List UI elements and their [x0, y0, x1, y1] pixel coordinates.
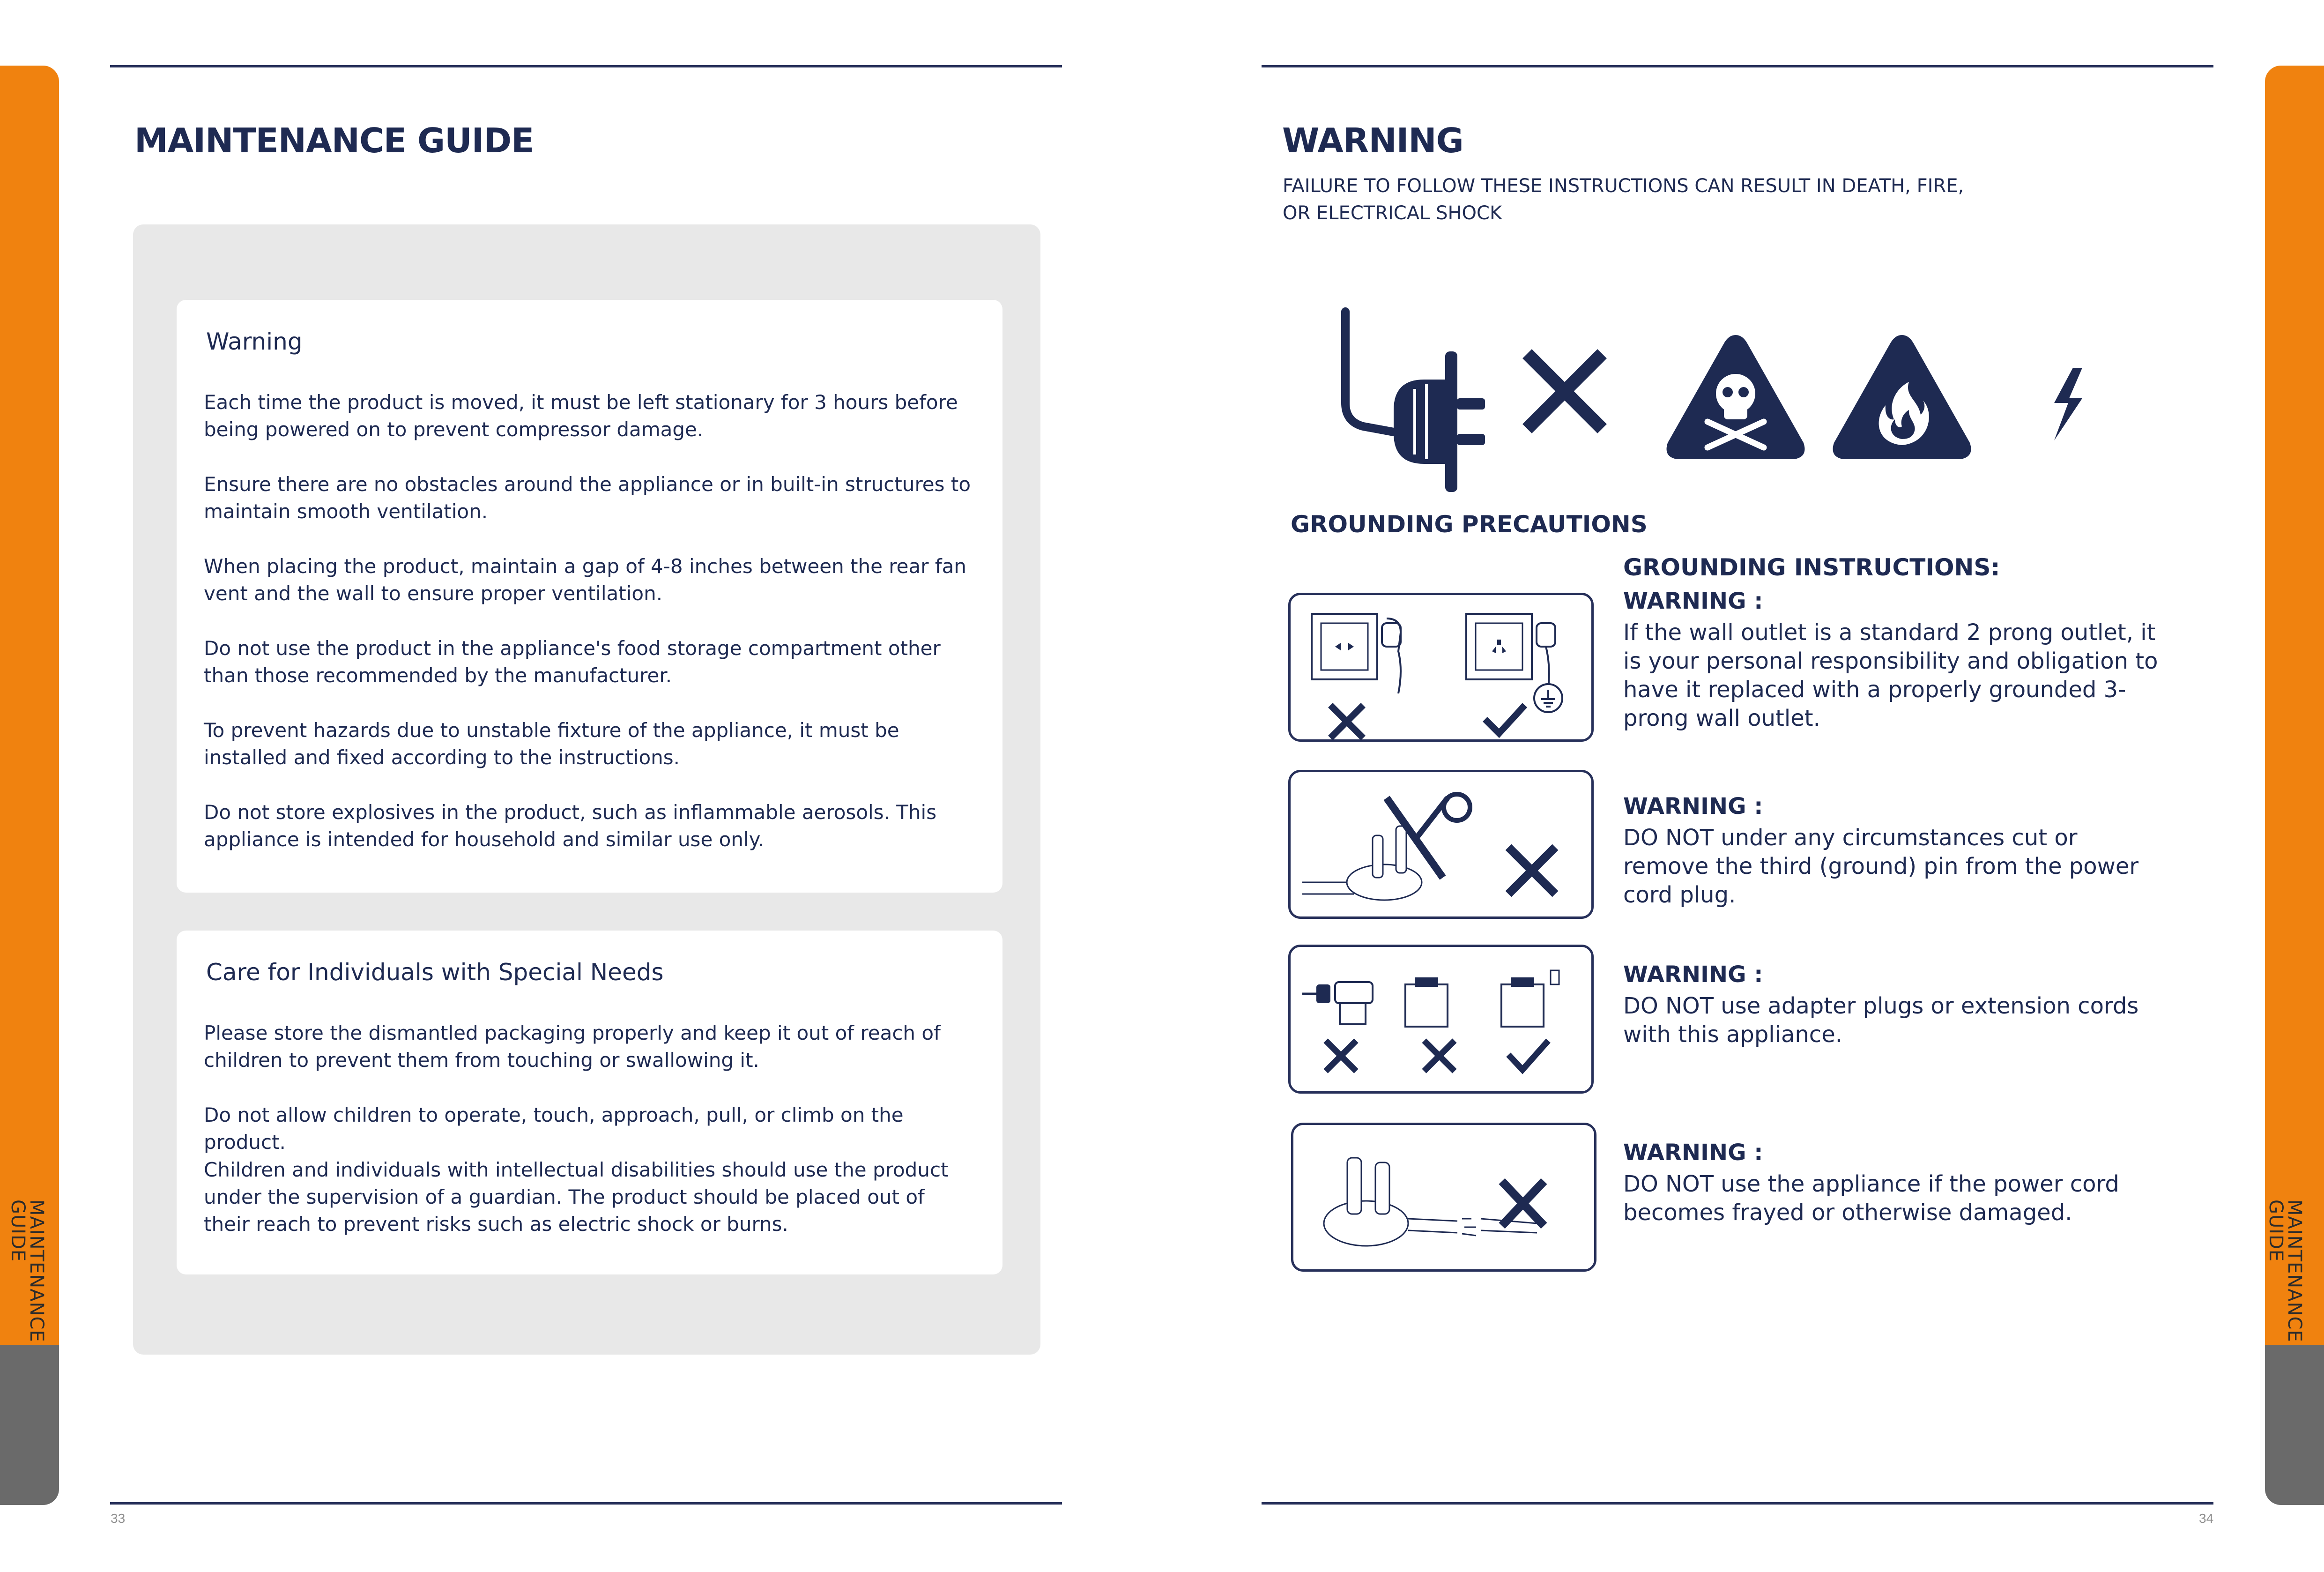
- top-rule-left: [110, 65, 1062, 67]
- warning-card-title: Warning: [206, 328, 303, 355]
- warning-text: DO NOT use adapter plugs or extension cords with this appliance.: [1623, 993, 2139, 1048]
- care-paragraph: Do not allow children to operate, touch, approach, pull, or climb on the product.: [204, 1103, 904, 1154]
- two-prong-outlet-icon: [1312, 614, 1415, 736]
- left-side-label: MAINTENANCE GUIDE: [7, 1199, 47, 1342]
- fire-hazard-icon: [1829, 330, 1975, 462]
- bottom-rule-right: [1262, 1502, 2213, 1505]
- care-paragraph: Please store the dismantled packaging properly and keep it out of reach of children to prevent them from touching or swallowing it.: [204, 1021, 941, 1072]
- page-title-right: WARNING: [1282, 121, 1463, 160]
- toxic-hazard-icon: [1663, 330, 1808, 462]
- warning-paragraph: When placing the product, maintain a gap of 4-8 inches between the rear fan vent and the wall to ensure proper ventilation.: [204, 555, 966, 605]
- warning-subtitle: FAILURE TO FOLLOW THESE INSTRUCTIONS CAN RESULT IN DEATH, FIRE, OR ELECTRICAL SHOCK: [1283, 175, 1964, 224]
- warning-paragraph: Ensure there are no obstacles around the appliance or in built-in structures to maintain smooth ventilation.: [204, 473, 971, 523]
- warning-label: WARNING :: [1623, 1140, 1763, 1166]
- cut-ground-pin-image: [1288, 770, 1594, 919]
- top-rule-right: [1262, 65, 2213, 67]
- care-card: [177, 931, 1002, 1274]
- warning-label: WARNING :: [1623, 961, 1763, 988]
- plug-icon: [1340, 309, 1508, 469]
- grounding-instructions-heading: GROUNDING INSTRUCTIONS:: [1623, 554, 2000, 581]
- warning-paragraph: To prevent hazards due to unstable fixture of the appliance, it must be installed and fixed according to the instructions.: [204, 719, 899, 769]
- right-side-label: MAINTENANCE GUIDE: [2265, 1199, 2305, 1342]
- warning-text: DO NOT use the appliance if the power cord becomes frayed or otherwise damaged.: [1623, 1171, 2119, 1226]
- page-title-left: MAINTENANCE GUIDE: [134, 121, 534, 160]
- page-number-left: 33: [111, 1511, 126, 1526]
- warning-paragraph: Do not store explosives in the product, such as inflammable aerosols. This appliance is intended for household and similar use only.: [204, 801, 937, 851]
- warning-card: [177, 300, 1002, 893]
- warning-paragraph: Each time the product is moved, it must be left stationary for 3 hours before being powered on to prevent compressor damage.: [204, 391, 958, 441]
- warning-paragraph: Do not use the product in the appliance's food storage compartment other than those recommended by the manufacturer.: [204, 637, 941, 687]
- adapter-extension-image: [1288, 945, 1594, 1094]
- frayed-cord-icon: [1322, 1148, 1574, 1256]
- three-prong-outlet-icon: [1466, 614, 1583, 736]
- care-card-title: Care for Individuals with Special Needs: [206, 959, 664, 986]
- grounding-precautions-heading: GROUNDING PRECAUTIONS: [1291, 511, 1648, 538]
- warning-label: WARNING :: [1623, 793, 1763, 820]
- x-mark-icon: [1520, 347, 1609, 436]
- bottom-rule-left: [110, 1502, 1062, 1505]
- warning-label: WARNING :: [1623, 588, 1763, 614]
- warning-text: DO NOT under any circumstances cut or remove the third (ground) pin from the power cord plug.: [1623, 825, 2139, 908]
- electric-bolt-icon: [2045, 365, 2092, 445]
- warning-text: If the wall outlet is a standard 2 prong outlet, it is your personal responsibility and obligation to have it replaced with a properly grounded 3-prong wall outlet.: [1623, 619, 2158, 731]
- care-paragraph: Children and individuals with intellectual disabilities should use the product under the supervision of a guardian. The product should be placed out of their reach to prevent risks such as electric shock or burns.: [204, 1158, 949, 1236]
- frayed-cord-image: [1291, 1123, 1596, 1272]
- adapter-extension-icon: [1300, 970, 1586, 1083]
- scissors-plug-icon: [1302, 789, 1583, 906]
- page-number-right: 34: [2199, 1511, 2214, 1526]
- outlet-comparison-image: [1288, 593, 1594, 742]
